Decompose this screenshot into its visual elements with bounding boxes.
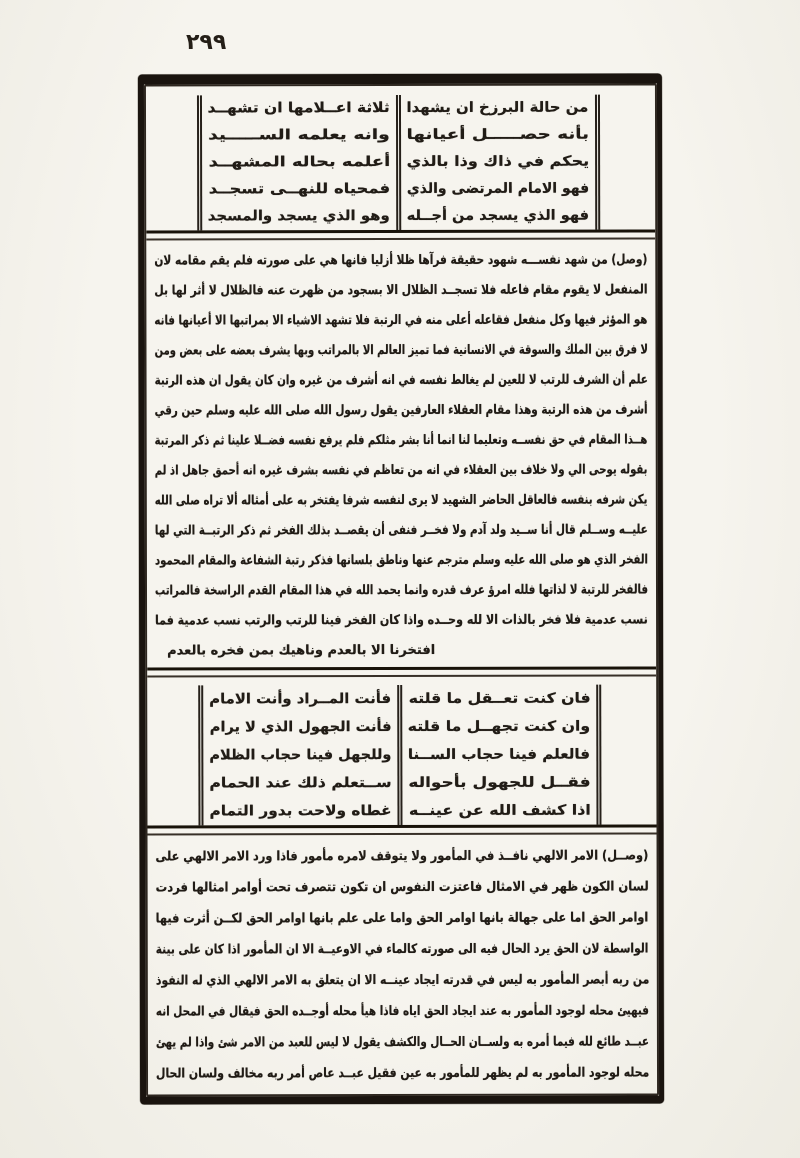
text-line: وانه يعلمه الســـــيد [208,127,390,144]
verse-column-right [396,95,601,230]
text-line: (وصــل) الامر الالهي نافــذ في المأمور ولا يتوقف لامره مأمور فاذا ورد الامر الالهي على [155,848,649,865]
text-line: فمحياه للنهــى تسجــد [208,181,390,198]
text-line: فالعلم فينا حجاب الســنا [408,746,591,763]
text-line: بقوله يوحى الي ولا خلاف بين العقلاء في انه من تعاظم في نفسه بشرف غيره انه أحمق جاهل اذ لم [154,462,648,479]
text-line: يحكم في ذاك وذا بالذي [406,153,590,170]
text-line: الفخر الذي هو صلى الله عليه وسلم مترجم عنها وناطق بلسانها فذكر رتبة الشفاعة والمقام المحمود [154,552,648,569]
book-frame [138,73,664,1104]
text-line: بأنه حصـــــل أعيانها [406,126,590,143]
text-line: عبــد طائع لله فيما أمره به ولســان الحــال والكشف يقول لا ليس للعبد من الامر شئ واذا لم يهئ [155,1034,649,1051]
text-line: فقــل للجهول بأحواله [408,774,591,791]
text-line: غطاه ولاحت بدور التمام [209,803,392,820]
frame-inner-line [144,83,659,1096]
text-line: ثلاثة اعــلامها ان تشهــد [207,100,390,117]
verse-table [198,685,601,826]
text-line: وللجهل فينا حجاب الظلام [209,747,392,764]
text-line: وان كنت تجهــل ما قلته [408,718,591,735]
text-line: لسان الكون ظهر في الامثال فاعتزت النفوس ان تكون تتصرف تحت أوامر امثالها فردت [155,879,649,896]
text-line: فهو الامام المرتضى والذي [406,180,590,197]
prose-section-bottom [151,834,655,1089]
text-line: هو المؤثر فيها وكل منفعل فقاعله أعلى منه في الرتبة فلا تشهد الاشياء الا بمراتبها الا أعيانها فانه [154,312,648,329]
page-number: ٢٩٩ [186,30,227,55]
text-line: علم أن الشرف للرتب لا للعين لم يغالط نفسه في انه أشرف من غيره وان كان يقول ان هذه الرتبة [154,372,648,389]
prose-section-top [149,239,653,667]
text-line: فأنت المــراد وأنت الامام [209,691,392,708]
text-line: يكن شرفه بنفسه فالعاقل الحاضر الشهيد لا يرى لنفسه شرفا يفتخر به على أمثاله ألا تراه صلى الله [155,492,648,509]
text-line: هــذا المقام في حق نفســه وتعليما لنا انما أنا بشر مثلكم فلم يرفع نفسه فضــلا علينا ثم ذكر المرتبة [154,432,648,449]
verse-column-left [197,95,396,230]
text-line: لا فرق بين الملك والسوقة في الانسانية فما تميز العالم الا بالمراتب وبها يشرف بعضه على بعض ومن [154,342,648,359]
text-line: الواسطة لان الحق يرد الحال فيه الى صورته كالماء في الاوعيــة الا ان المأمور اذا كان على بينة [156,941,649,958]
verse-table [197,95,600,231]
text-line: اوامر الحق اما على جهالة بانها اوامر الحق واما على علم بانها اوامر الحق لكــن أثرت فيها [156,910,649,927]
text-line: من حالة البرزخ ان يشهدا [406,99,589,116]
text-line: عليــه وســلم قال أنا ســيد ولد آدم ولا فخــر فنفى أن يقصــد بذلك الفخر ثم ذكر الرتبــة التي لها [154,522,648,539]
verse-block-middle [150,676,653,825]
text-line: من ربه أبصر المأمور به ليس في قدرته ايجاد عينــه الا ان يتعلق به الامر الالهي الذي له النفوذ [155,972,649,989]
text-line: اذا كشف الله عن عينــه [408,802,591,819]
text-line: فأنت الجهول الذي لا يرام [209,719,392,736]
text-line: فان كنت تعــقل ما قلته [408,690,591,707]
verse-block-top [149,85,652,230]
text-line: محله لوجود المأمور به لم يظهر للمأمور به عين فقيل عبــد عاص أمر ربه مخالف ولسان الحال [155,1065,650,1082]
text-line: فيهيئ محله لوجود المأمور به عند ايجاد الحق اياه فاذا هيأ محله أوجــده الحق فيقال في المحل انه [155,1003,649,1020]
text-line: وهو الذي يسجد والمسجد [208,208,391,225]
text-line: ســتعلم ذلك عند الحمام [209,775,392,792]
text-line: أشرف من هذه الرتبة وهذا مقام العقلاء العارفين يقول رسول الله صلى الله عليه وسلم حين رقي [154,402,648,419]
verse-column-left [198,685,397,825]
text-line: المنفعل لا يقوم مقام فاعله فلا تسجــد الظلال الا بسجود من ظهرت عنه فالظلال لا أثر لها بل [154,282,648,299]
text-line: فهو الذي يسجد من أجــله [406,207,590,224]
text-line: أعلمه بحاله المشهــد [208,154,390,171]
text-line: نسب عدمية فلا فخر بالذات الا لله وحــده واذا كان الفخر فينا للرتب والرتب نسب عدمية فما [155,612,649,629]
text-line: (وصل) من شهد نفســـه شهود حقيقة فرآها ظلا أزليا فانها هي على صورته فلم يقم مقامه لان [154,252,648,269]
text-line: فالفخر للرتبة لا لذاتها فلله امرؤ عرف قدره وانما يحمد الله في هذا المقام القدم الراسخة فالمراتب [155,582,649,599]
verse-column-right [397,685,601,825]
text-line: افتخرنا الا بالعدم وناهيك بمن فخره بالعدم [167,642,436,659]
